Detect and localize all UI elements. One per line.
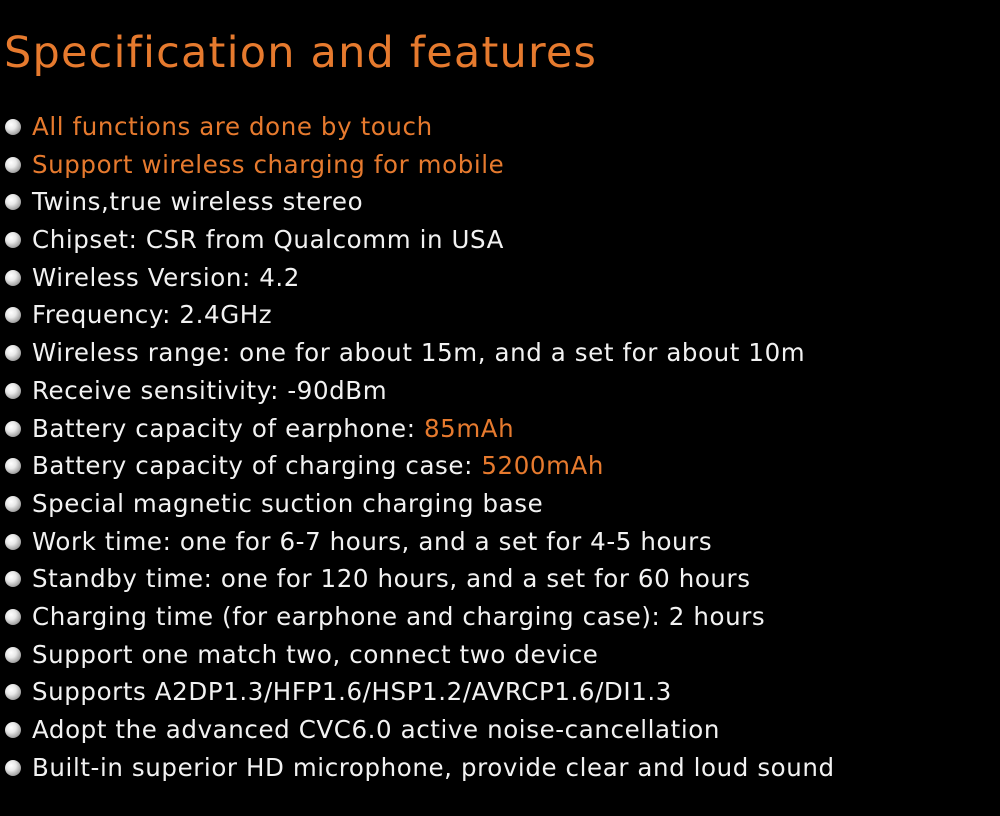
feature-label: Support wireless charging for mobile (32, 149, 505, 179)
feature-label: Frequency: 2.4GHz (32, 300, 273, 330)
bullet-icon (5, 458, 21, 474)
feature-label: Receive sensitivity: -90dBm (32, 375, 388, 405)
feature-label: Twins,true wireless stereo (32, 187, 364, 217)
feature-text (32, 636, 598, 674)
bullet-icon (5, 157, 21, 173)
list-item (0, 108, 1000, 146)
bullet-icon (5, 270, 21, 286)
feature-list (0, 108, 1000, 786)
feature-label: All functions are done by touch (32, 112, 433, 141)
list-item (0, 221, 1000, 259)
feature-value: 85mAh (423, 413, 515, 443)
list-item (0, 410, 1000, 448)
list-item (0, 598, 1000, 636)
feature-label: Battery capacity of charging case: (32, 451, 482, 481)
feature-text (32, 221, 504, 259)
bullet-icon (5, 609, 21, 625)
bullet-icon (5, 760, 21, 776)
feature-text (32, 711, 720, 749)
bullet-icon (5, 232, 21, 248)
bullet-icon (5, 307, 21, 323)
list-item (0, 447, 1000, 485)
list-item (0, 183, 1000, 221)
list-item (0, 146, 1000, 184)
feature-label: Wireless range: one for about 15m, and a set for about 10m (32, 338, 806, 368)
page-title: Specification and features (4, 28, 598, 78)
feature-label: Chipset: CSR from Qualcomm in USA (32, 225, 504, 255)
bullet-icon (5, 722, 21, 738)
feature-text (32, 146, 504, 184)
bullet-icon (5, 647, 21, 663)
list-item (0, 636, 1000, 674)
feature-text (32, 560, 751, 598)
feature-label: Supports A2DP1.3/HFP1.6/HSP1.2/AVRCP1.6/DI1.3 (32, 677, 672, 707)
bullet-icon (5, 119, 21, 135)
feature-value: 5200mAh (481, 451, 605, 481)
feature-label: Work time: one for 6-7 hours, and a set for 4-5 hours (32, 526, 713, 556)
feature-text (32, 296, 272, 334)
bullet-icon (5, 496, 21, 512)
feature-label: Standby time: one for 120 hours, and a set for 60 hours (32, 564, 751, 594)
list-item (0, 711, 1000, 749)
list-item (0, 485, 1000, 523)
bullet-icon (5, 534, 21, 550)
list-item (0, 673, 1000, 711)
bullet-icon (5, 571, 21, 587)
list-item (0, 749, 1000, 787)
feature-text (32, 485, 543, 523)
bullet-icon (5, 684, 21, 700)
feature-label: Support one match two, connect two device (32, 639, 599, 669)
feature-text (32, 334, 805, 372)
list-item (0, 523, 1000, 561)
feature-text (32, 259, 300, 297)
feature-text (32, 108, 433, 146)
feature-text (32, 673, 672, 711)
feature-label: Adopt the advanced CVC6.0 active noise-cancellation (32, 715, 720, 744)
feature-text (32, 749, 835, 787)
feature-text (32, 183, 363, 221)
bullet-icon (5, 421, 21, 437)
list-item (0, 334, 1000, 372)
bullet-icon (5, 194, 21, 210)
feature-text (32, 447, 604, 485)
feature-text (32, 410, 514, 448)
feature-text (32, 372, 387, 410)
bullet-icon (5, 345, 21, 361)
feature-label: Special magnetic suction charging base (32, 488, 544, 518)
feature-label: Wireless Version: 4.2 (32, 262, 300, 292)
list-item (0, 372, 1000, 410)
feature-text (32, 523, 712, 561)
feature-label: Built-in superior HD microphone, provide clear and loud sound (32, 752, 835, 782)
feature-label: Charging time (for earphone and charging case): 2 hours (32, 601, 766, 631)
list-item (0, 560, 1000, 598)
list-item (0, 296, 1000, 334)
feature-text (32, 598, 765, 636)
list-item (0, 259, 1000, 297)
feature-label: Battery capacity of earphone: (32, 413, 424, 443)
bullet-icon (5, 383, 21, 399)
